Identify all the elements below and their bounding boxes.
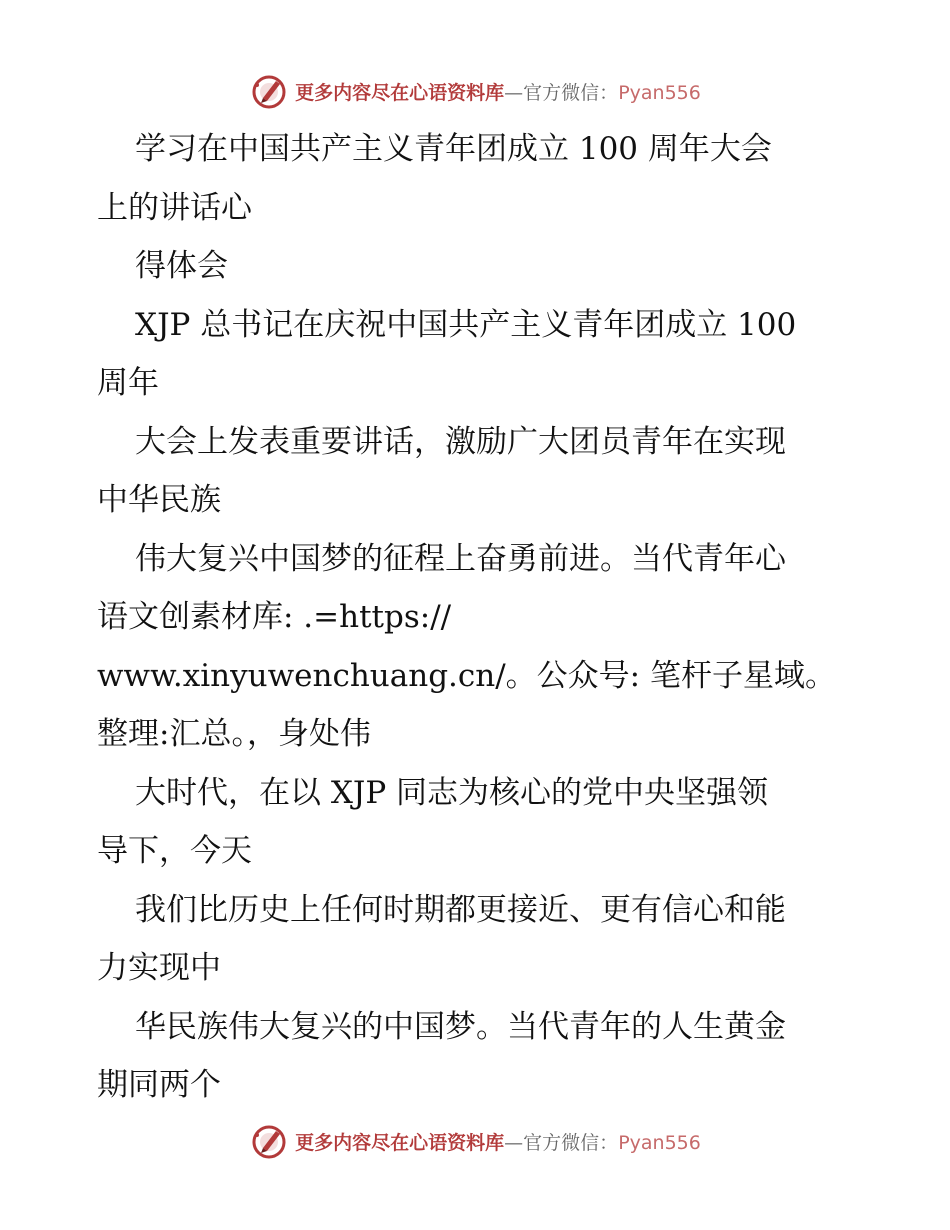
watermark-separator: — [504, 1131, 524, 1154]
text-line: 期同两个 [97, 1067, 221, 1103]
text-line: 周年 [97, 365, 159, 401]
text-line: 上的讲话心 [97, 189, 252, 226]
watermark-separator: — [504, 81, 524, 104]
text-line: 导下，今天 [97, 833, 252, 869]
watermark-account: Pyan556 [618, 81, 701, 104]
text-line: 学习在中国共产主义青年团成立 100 周年大会 [135, 131, 772, 167]
text-line: 中华民族 [97, 482, 221, 518]
text-line: 大时代，在以 XJP 同志为核心的党中央坚强领 [135, 774, 769, 811]
text-line: www.xinyuwenchuang.cn/。公众号: 笔杆子星域。 [97, 657, 836, 694]
watermark-official-label: 官方微信： [523, 81, 619, 104]
watermark-text [295, 78, 701, 105]
watermark-official-label: 官方微信： [523, 1131, 619, 1154]
text-line: 大会上发表重要讲话，激励广大团员青年在实现 [135, 423, 786, 460]
text-line: 语文创素材库: .=https:// [97, 599, 452, 635]
document-body [97, 120, 877, 1115]
text-line: 我们比历史上任何时期都更接近、更有信心和能 [135, 891, 786, 928]
watermark-brand: 更多内容尽在心语资料库 [295, 81, 505, 104]
text-line: 得体会 [135, 248, 228, 284]
text-line: 华民族伟大复兴的中国梦。当代青年的人生黄金 [135, 1008, 786, 1045]
pen-nib-logo-icon [249, 1121, 289, 1161]
watermark-text [295, 1128, 701, 1155]
header-watermark-banner [0, 68, 950, 114]
text-line: 伟大复兴中国梦的征程上奋勇前进。当代青年心 [135, 540, 786, 577]
watermark-account: Pyan556 [618, 1131, 701, 1154]
text-line: 整理:汇总。，身处伟 [97, 716, 371, 752]
text-line: 力实现中 [97, 950, 221, 986]
pen-nib-logo-icon [249, 71, 289, 111]
footer-watermark-banner [0, 1118, 950, 1164]
watermark-brand: 更多内容尽在心语资料库 [295, 1131, 505, 1154]
text-line: XJP 总书记在庆祝中国共产主义青年团成立 100 [135, 306, 797, 343]
